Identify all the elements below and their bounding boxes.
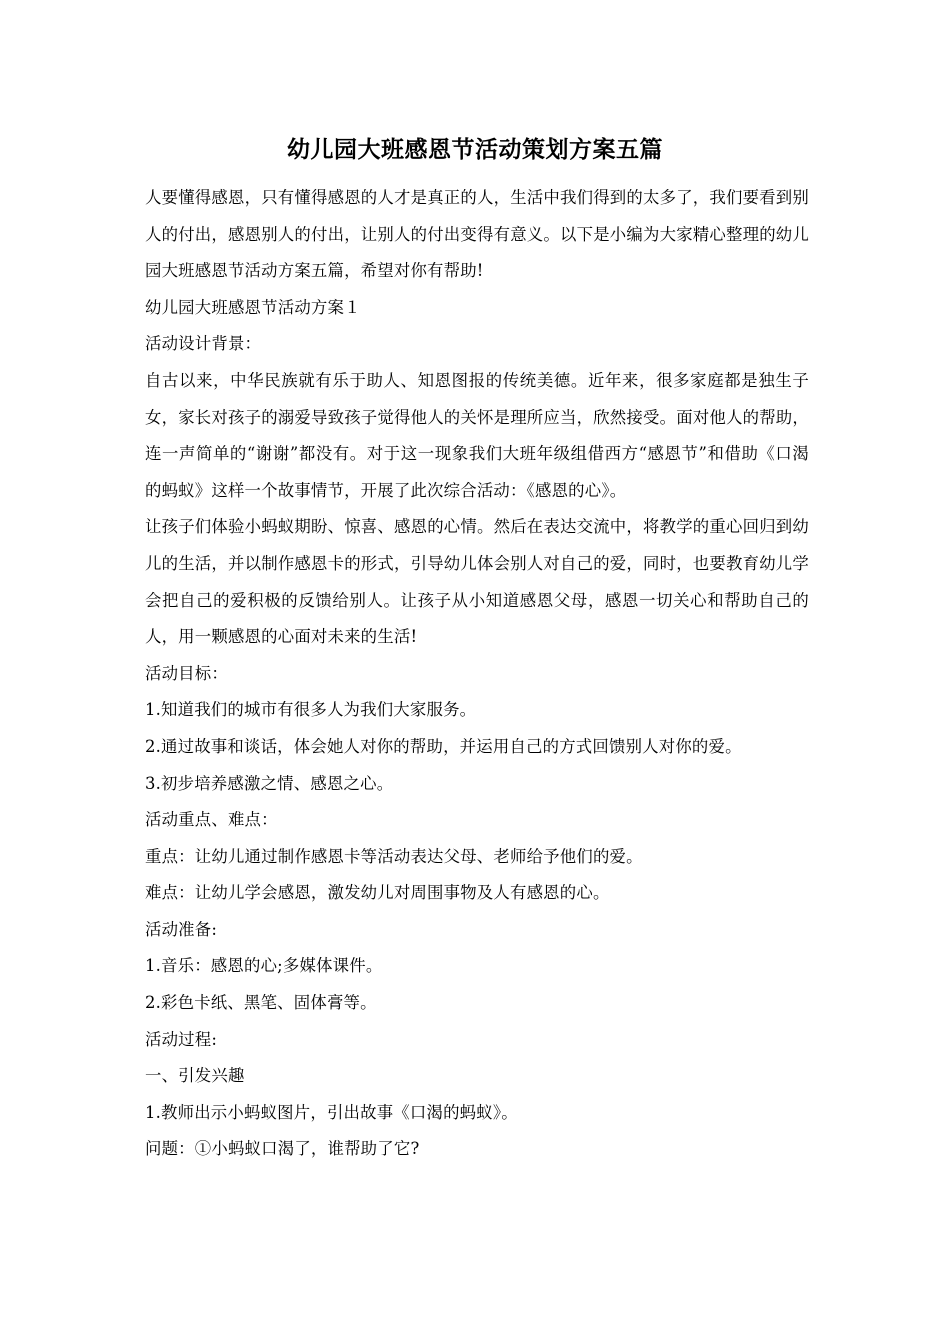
process-question: 问题：①小蚂蚁口渴了，谁帮助了它?	[145, 1139, 420, 1159]
preparation-item-1: 1.音乐：感恩的心;多媒体课件。	[145, 956, 383, 976]
preparation-item-2: 2.彩色卡纸、黑笔、固体膏等。	[145, 993, 377, 1013]
background-paragraph-2: 让孩子们体验小蚂蚁期盼、惊喜、感恩的心情。然后在表达交流中，将教学的重心回归到幼儿的生活，并以制作感恩卡的形式，引导幼儿体会别人对自己的爱，同时，也要教育幼儿学会把自己的爱积极的反馈给别人。让孩子从小知道感恩父母，感恩一切关心和帮助自己的人，用一颗感恩的心面对未来的生活!	[145, 517, 809, 647]
heading-preparation: 活动准备:	[145, 919, 218, 939]
intro-paragraph: 人要懂得感恩，只有懂得感恩的人才是真正的人，生活中我们得到的太多了，我们要看到别人的付出，感恩别人的付出，让别人的付出变得有意义。以下是小编为大家精心整理的幼儿园大班感恩节活动方案五篇，希望对你有帮助!	[145, 188, 809, 281]
process-step-heading: 一、引发兴趣	[145, 1066, 245, 1086]
background-paragraph-1: 自古以来，中华民族就有乐于助人、知恩图报的传统美德。近年来，很多家庭都是独生子女，家长对孩子的溺爱导致孩子觉得他人的关怀是理所应当，欣然接受。面对他人的帮助，连一声简单的“谢谢”都没有。对于这一现象我们大班年级组借西方“感恩节”和借助《口渴的蚂蚁》这样一个故事情节，开展了此次综合活动：《感恩的心》。	[145, 370, 809, 500]
heading-key-points: 活动重点、难点：	[145, 810, 278, 830]
key-point-item: 重点：让幼儿通过制作感恩卡等活动表达父母、老师给予他们的爱。	[145, 846, 643, 866]
goal-item-1: 1.知道我们的城市有很多人为我们大家服务。	[145, 700, 477, 720]
heading-design-background: 活动设计背景：	[145, 334, 262, 354]
heading-process: 活动过程:	[145, 1029, 218, 1049]
document-title: 幼儿园大班感恩节活动策划方案五篇	[287, 136, 663, 163]
document-body	[145, 180, 809, 1168]
difficult-point-item: 难点：让幼儿学会感恩，激发幼儿对周围事物及人有感恩的心。	[145, 883, 610, 903]
section-heading-plan-1: 幼儿园大班感恩节活动方案１	[145, 297, 361, 317]
heading-activity-goals: 活动目标：	[145, 663, 228, 683]
goal-item-3: 3.初步培养感激之情、感恩之心。	[145, 773, 394, 793]
process-item-1: 1.教师出示小蚂蚁图片，引出故事《口渴的蚂蚁》。	[145, 1102, 518, 1122]
goal-item-2: 2.通过故事和谈话，体会她人对你的帮助，并运用自己的方式回馈别人对你的爱。	[145, 736, 742, 756]
